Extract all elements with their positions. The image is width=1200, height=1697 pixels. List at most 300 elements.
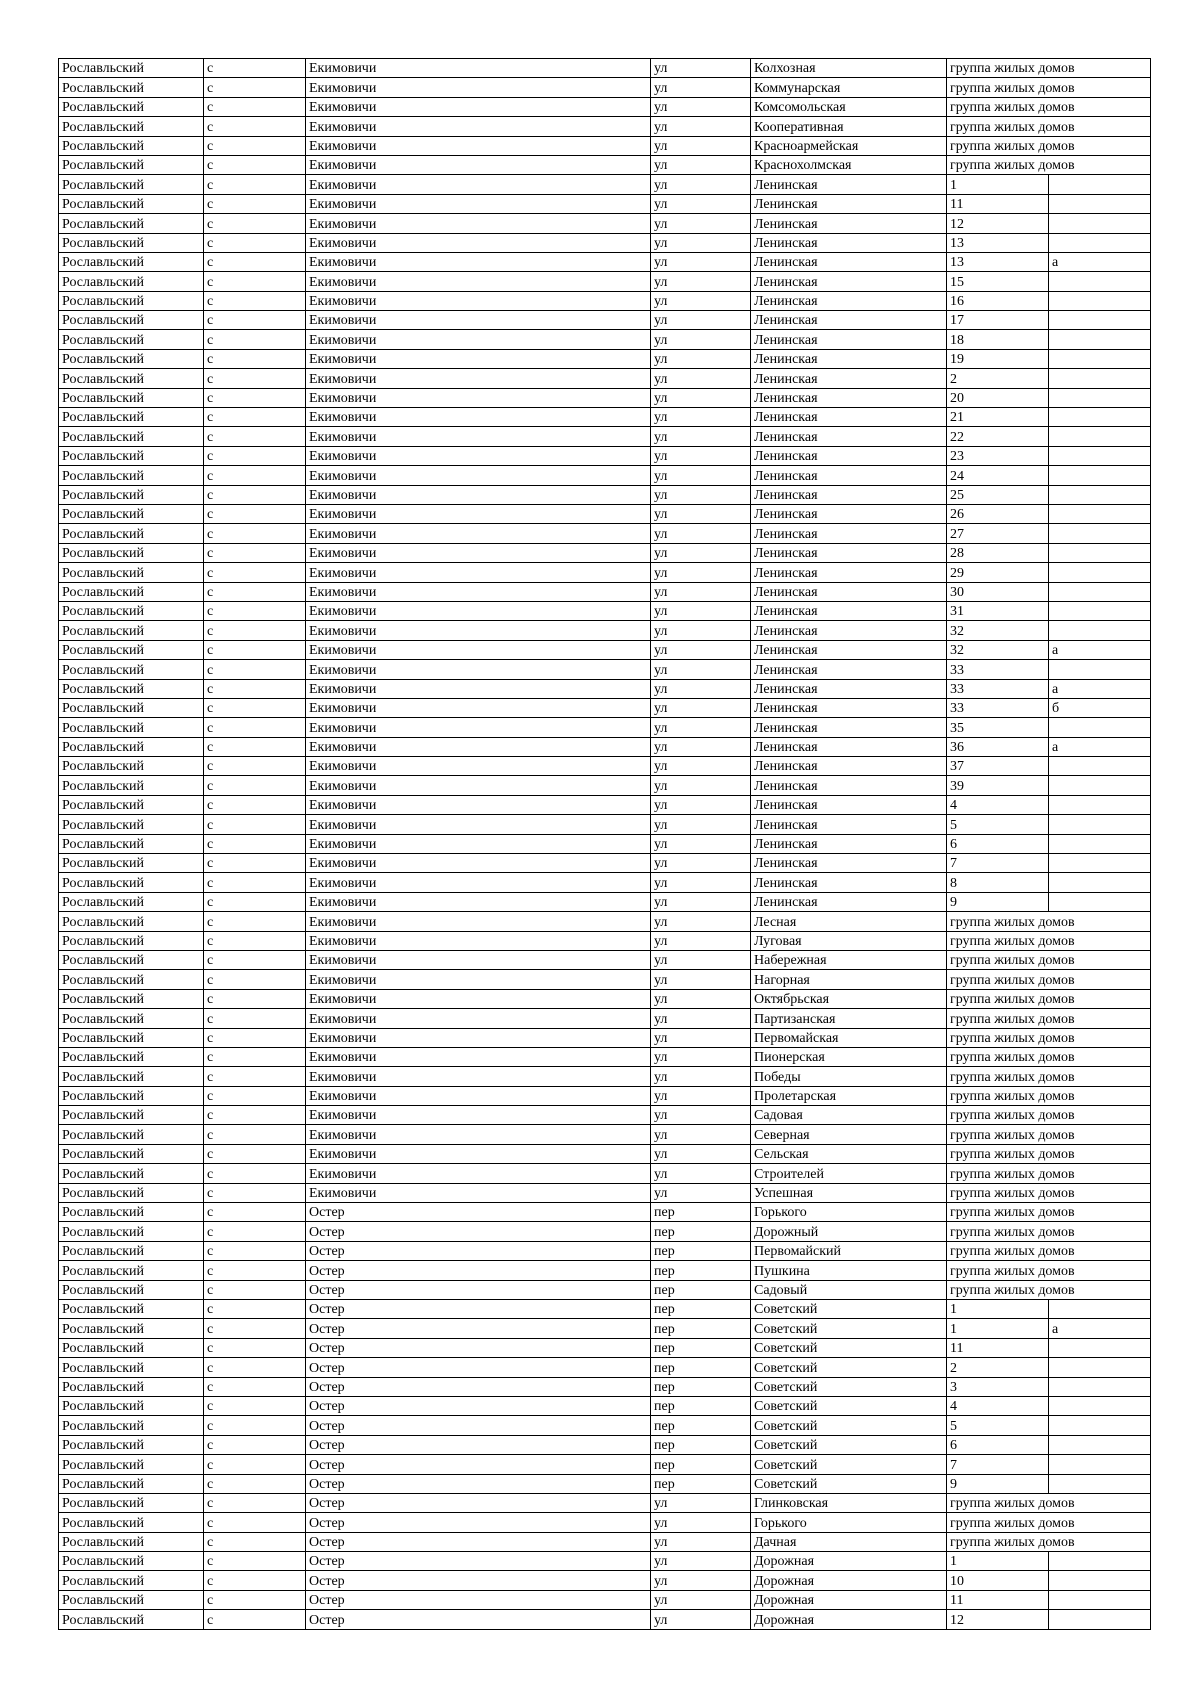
table-row [59,97,1151,116]
district-cell: Рославльский [59,698,204,717]
letter-cell: а [1049,640,1151,659]
table-row [59,1183,1151,1202]
street-cell: Сельская [751,1144,947,1163]
settlement-type-cell: с [204,737,306,756]
house-cell: 2 [947,369,1049,388]
settlement-type-cell: с [204,233,306,252]
street-type-cell: ул [651,1590,751,1609]
street-type-cell: ул [651,504,751,523]
district-cell: Рославльский [59,1338,204,1357]
settlement-type-cell: с [204,950,306,969]
settlement-cell: Остер [306,1416,651,1435]
street-type-cell: пер [651,1416,751,1435]
street-type-cell: ул [651,136,751,155]
house-cell: группа жилых домов [947,1280,1151,1299]
street-cell: Партизанская [751,1009,947,1028]
letter-cell [1049,757,1151,776]
table-row [59,698,1151,717]
settlement-cell: Екимовичи [306,1047,651,1066]
settlement-cell: Екимовичи [306,892,651,911]
settlement-cell: Остер [306,1590,651,1609]
street-type-cell: ул [651,950,751,969]
settlement-type-cell: с [204,1241,306,1260]
street-type-cell: ул [651,252,751,271]
street-type-cell: ул [651,698,751,717]
letter-cell [1049,854,1151,873]
settlement-type-cell: с [204,834,306,853]
table-row [59,388,1151,407]
settlement-cell: Екимовичи [306,1125,651,1144]
settlement-type-cell: с [204,912,306,931]
district-cell: Рославльский [59,1300,204,1319]
street-type-cell: ул [651,1009,751,1028]
letter-cell [1049,718,1151,737]
table-row [59,873,1151,892]
house-cell: 15 [947,272,1049,291]
settlement-type-cell: с [204,369,306,388]
district-cell: Рославльский [59,601,204,620]
house-cell: 4 [947,1396,1049,1415]
settlement-type-cell: с [204,1164,306,1183]
settlement-cell: Остер [306,1280,651,1299]
district-cell: Рославльский [59,989,204,1008]
settlement-type-cell: с [204,1086,306,1105]
settlement-type-cell: с [204,543,306,562]
house-cell: 33 [947,679,1049,698]
street-type-cell: ул [651,776,751,795]
table-row [59,931,1151,950]
house-cell: группа жилых домов [947,59,1151,78]
street-type-cell: пер [651,1241,751,1260]
table-row [59,834,1151,853]
street-cell: Ленинская [751,291,947,310]
settlement-type-cell: с [204,1474,306,1493]
street-type-cell: ул [651,291,751,310]
settlement-type-cell: с [204,1435,306,1454]
letter-cell: б [1049,698,1151,717]
district-cell: Рославльский [59,485,204,504]
house-cell: группа жилых домов [947,117,1151,136]
house-cell: 32 [947,640,1049,659]
street-cell: Строителей [751,1164,947,1183]
street-type-cell: ул [651,795,751,814]
settlement-type-cell: с [204,757,306,776]
settlement-type-cell: с [204,1144,306,1163]
table-row [59,214,1151,233]
street-cell: Пушкина [751,1261,947,1280]
settlement-cell: Екимовичи [306,950,651,969]
table-row [59,1106,1151,1125]
settlement-cell: Екимовичи [306,698,651,717]
settlement-type-cell: с [204,931,306,950]
district-cell: Рославльский [59,1241,204,1260]
settlement-type-cell: с [204,446,306,465]
street-type-cell: ул [651,737,751,756]
house-cell: 13 [947,252,1049,271]
house-cell: 11 [947,1590,1049,1609]
street-type-cell: ул [651,485,751,504]
house-cell: 39 [947,776,1049,795]
table-row [59,466,1151,485]
street-type-cell: пер [651,1300,751,1319]
table-row [59,446,1151,465]
house-cell: группа жилых домов [947,155,1151,174]
settlement-type-cell: с [204,194,306,213]
table-row [59,970,1151,989]
table-row [59,504,1151,523]
table-row [59,1435,1151,1454]
street-cell: Ленинская [751,408,947,427]
settlement-type-cell: с [204,1222,306,1241]
street-cell: Горького [751,1203,947,1222]
settlement-cell: Екимовичи [306,834,651,853]
letter-cell [1049,214,1151,233]
house-cell: 7 [947,1455,1049,1474]
settlement-type-cell: с [204,698,306,717]
district-cell: Рославльский [59,252,204,271]
settlement-type-cell: с [204,117,306,136]
district-cell: Рославльский [59,1513,204,1532]
table-row [59,117,1151,136]
table-row [59,718,1151,737]
letter-cell [1049,873,1151,892]
settlement-type-cell: с [204,1300,306,1319]
table-row [59,1067,1151,1086]
district-cell: Рославльский [59,640,204,659]
house-cell: группа жилых домов [947,1009,1151,1028]
street-cell: Садовая [751,1106,947,1125]
street-cell: Ленинская [751,815,947,834]
street-type-cell: пер [651,1338,751,1357]
house-cell: группа жилых домов [947,1067,1151,1086]
settlement-cell: Остер [306,1358,651,1377]
district-cell: Рославльский [59,175,204,194]
table-row [59,1203,1151,1222]
street-cell: Ленинская [751,660,947,679]
district-cell: Рославльский [59,388,204,407]
table-row [59,1513,1151,1532]
settlement-type-cell: с [204,252,306,271]
letter-cell [1049,485,1151,504]
district-cell: Рославльский [59,1222,204,1241]
street-type-cell: ул [651,330,751,349]
table-row [59,757,1151,776]
district-cell: Рославльский [59,1532,204,1551]
table-row [59,1474,1151,1493]
settlement-cell: Остер [306,1474,651,1493]
settlement-type-cell: с [204,485,306,504]
house-cell: 1 [947,1319,1049,1338]
street-type-cell: ул [651,78,751,97]
table-row [59,194,1151,213]
letter-cell [1049,601,1151,620]
street-cell: Ленинская [751,369,947,388]
letter-cell [1049,795,1151,814]
settlement-cell: Остер [306,1300,651,1319]
letter-cell [1049,834,1151,853]
settlement-type-cell: с [204,1261,306,1280]
street-type-cell: ул [651,1067,751,1086]
district-cell: Рославльский [59,1086,204,1105]
table-row [59,1144,1151,1163]
street-type-cell: ул [651,563,751,582]
district-cell: Рославльский [59,931,204,950]
table-row [59,1396,1151,1415]
settlement-cell: Екимовичи [306,989,651,1008]
table-row [59,1047,1151,1066]
street-cell: Ленинская [751,757,947,776]
letter-cell [1049,1396,1151,1415]
settlement-type-cell: с [204,989,306,1008]
settlement-cell: Екимовичи [306,388,651,407]
settlement-cell: Остер [306,1377,651,1396]
settlement-type-cell: с [204,1590,306,1609]
house-cell: группа жилых домов [947,1106,1151,1125]
house-cell: 31 [947,601,1049,620]
settlement-cell: Остер [306,1455,651,1474]
table-row [59,892,1151,911]
table-row [59,136,1151,155]
settlement-cell: Екимовичи [306,78,651,97]
settlement-cell: Екимовичи [306,815,651,834]
district-cell: Рославльский [59,582,204,601]
settlement-cell: Екимовичи [306,970,651,989]
settlement-type-cell: с [204,582,306,601]
house-cell: 26 [947,504,1049,523]
settlement-cell: Екимовичи [306,524,651,543]
settlement-cell: Екимовичи [306,485,651,504]
letter-cell [1049,408,1151,427]
settlement-type-cell: с [204,1125,306,1144]
settlement-cell: Екимовичи [306,563,651,582]
district-cell: Рославльский [59,155,204,174]
table-row [59,621,1151,640]
district-cell: Рославльский [59,233,204,252]
district-cell: Рославльский [59,291,204,310]
table-row [59,485,1151,504]
letter-cell [1049,621,1151,640]
district-cell: Рославльский [59,563,204,582]
settlement-cell: Екимовичи [306,931,651,950]
settlement-cell: Екимовичи [306,873,651,892]
settlement-cell: Екимовичи [306,349,651,368]
settlement-cell: Екимовичи [306,369,651,388]
table-row [59,1222,1151,1241]
letter-cell [1049,1474,1151,1493]
settlement-cell: Остер [306,1241,651,1260]
letter-cell [1049,369,1151,388]
street-type-cell: ул [651,1532,751,1551]
street-cell: Ленинская [751,504,947,523]
street-cell: Ленинская [751,640,947,659]
settlement-cell: Екимовичи [306,504,651,523]
street-cell: Советский [751,1474,947,1493]
street-cell: Лесная [751,912,947,931]
house-cell: группа жилых домов [947,136,1151,155]
street-type-cell: ул [651,1047,751,1066]
table-row [59,989,1151,1008]
district-cell: Рославльский [59,1280,204,1299]
settlement-type-cell: с [204,1280,306,1299]
settlement-type-cell: с [204,1203,306,1222]
settlement-cell: Остер [306,1493,651,1512]
street-cell: Кооперативная [751,117,947,136]
settlement-type-cell: с [204,1416,306,1435]
table-row [59,59,1151,78]
house-cell: 36 [947,737,1049,756]
settlement-type-cell: с [204,1513,306,1532]
letter-cell [1049,563,1151,582]
table-row [59,1455,1151,1474]
house-cell: 27 [947,524,1049,543]
table-row [59,1532,1151,1551]
table-row [59,1028,1151,1047]
house-cell: группа жилых домов [947,1028,1151,1047]
street-cell: Ленинская [751,194,947,213]
house-cell: группа жилых домов [947,912,1151,931]
street-type-cell: ул [651,408,751,427]
settlement-type-cell: с [204,349,306,368]
table-row [59,1280,1151,1299]
street-type-cell: ул [651,97,751,116]
street-cell: Ленинская [751,854,947,873]
street-cell: Пионерская [751,1047,947,1066]
house-cell: 10 [947,1571,1049,1590]
house-cell: 2 [947,1358,1049,1377]
house-cell: 25 [947,485,1049,504]
settlement-type-cell: с [204,621,306,640]
house-cell: 9 [947,1474,1049,1493]
settlement-cell: Екимовичи [306,446,651,465]
street-type-cell: ул [651,1183,751,1202]
table-row [59,737,1151,756]
letter-cell: а [1049,252,1151,271]
district-cell: Рославльский [59,1183,204,1202]
street-type-cell: ул [651,272,751,291]
letter-cell [1049,1338,1151,1357]
street-cell: Ленинская [751,679,947,698]
street-cell: Колхозная [751,59,947,78]
table-row [59,78,1151,97]
street-type-cell: пер [651,1358,751,1377]
settlement-type-cell: с [204,524,306,543]
letter-cell [1049,815,1151,834]
district-cell: Рославльский [59,1493,204,1512]
district-cell: Рославльский [59,873,204,892]
table-row [59,1338,1151,1357]
settlement-type-cell: с [204,1377,306,1396]
letter-cell [1049,233,1151,252]
district-cell: Рославльский [59,1028,204,1047]
street-cell: Глинковская [751,1493,947,1512]
street-cell: Ленинская [751,601,947,620]
street-cell: Ленинская [751,330,947,349]
settlement-cell: Екимовичи [306,466,651,485]
settlement-type-cell: с [204,466,306,485]
house-cell: группа жилых домов [947,1261,1151,1280]
letter-cell [1049,194,1151,213]
settlement-cell: Остер [306,1396,651,1415]
street-cell: Ленинская [751,524,947,543]
district-cell: Рославльский [59,1261,204,1280]
settlement-type-cell: с [204,1028,306,1047]
house-cell: группа жилых домов [947,1222,1151,1241]
house-cell: 37 [947,757,1049,776]
street-cell: Коммунарская [751,78,947,97]
street-type-cell: ул [651,349,751,368]
letter-cell [1049,1552,1151,1571]
district-cell: Рославльский [59,1571,204,1590]
district-cell: Рославльский [59,1435,204,1454]
street-type-cell: ул [651,989,751,1008]
street-cell: Северная [751,1125,947,1144]
settlement-cell: Екимовичи [306,291,651,310]
settlement-type-cell: с [204,1610,306,1629]
house-cell: 32 [947,621,1049,640]
settlement-cell: Остер [306,1610,651,1629]
street-type-cell: пер [651,1203,751,1222]
house-cell: группа жилых домов [947,1532,1151,1551]
street-type-cell: ул [651,1571,751,1590]
street-type-cell: ул [651,1125,751,1144]
street-cell: Садовый [751,1280,947,1299]
letter-cell [1049,446,1151,465]
district-cell: Рославльский [59,757,204,776]
street-cell: Дорожная [751,1552,947,1571]
letter-cell [1049,504,1151,523]
settlement-cell: Остер [306,1338,651,1357]
house-cell: 21 [947,408,1049,427]
settlement-cell: Екимовичи [306,233,651,252]
settlement-cell: Остер [306,1435,651,1454]
house-cell: 7 [947,854,1049,873]
street-type-cell: пер [651,1280,751,1299]
letter-cell: а [1049,679,1151,698]
house-cell: 6 [947,834,1049,853]
letter-cell [1049,892,1151,911]
table-row [59,1571,1151,1590]
street-cell: Ленинская [751,698,947,717]
street-type-cell: ул [651,194,751,213]
settlement-cell: Екимовичи [306,311,651,330]
settlement-type-cell: с [204,97,306,116]
street-type-cell: ул [651,427,751,446]
district-cell: Рославльский [59,1455,204,1474]
street-cell: Комсомольская [751,97,947,116]
settlement-cell: Екимовичи [306,582,651,601]
house-cell: группа жилых домов [947,1183,1151,1202]
house-cell: группа жилых домов [947,1493,1151,1512]
district-cell: Рославльский [59,311,204,330]
street-cell: Ленинская [751,214,947,233]
table-row [59,1590,1151,1609]
letter-cell [1049,1377,1151,1396]
settlement-type-cell: с [204,1067,306,1086]
street-cell: Нагорная [751,970,947,989]
street-type-cell: ул [651,660,751,679]
street-cell: Ленинская [751,388,947,407]
street-cell: Ленинская [751,485,947,504]
table-row [59,563,1151,582]
house-cell: 6 [947,1435,1049,1454]
settlement-type-cell: с [204,1493,306,1512]
settlement-cell: Екимовичи [306,1086,651,1105]
settlement-type-cell: с [204,1047,306,1066]
settlement-cell: Екимовичи [306,408,651,427]
street-type-cell: пер [651,1319,751,1338]
house-cell: группа жилых домов [947,1047,1151,1066]
settlement-cell: Екимовичи [306,640,651,659]
